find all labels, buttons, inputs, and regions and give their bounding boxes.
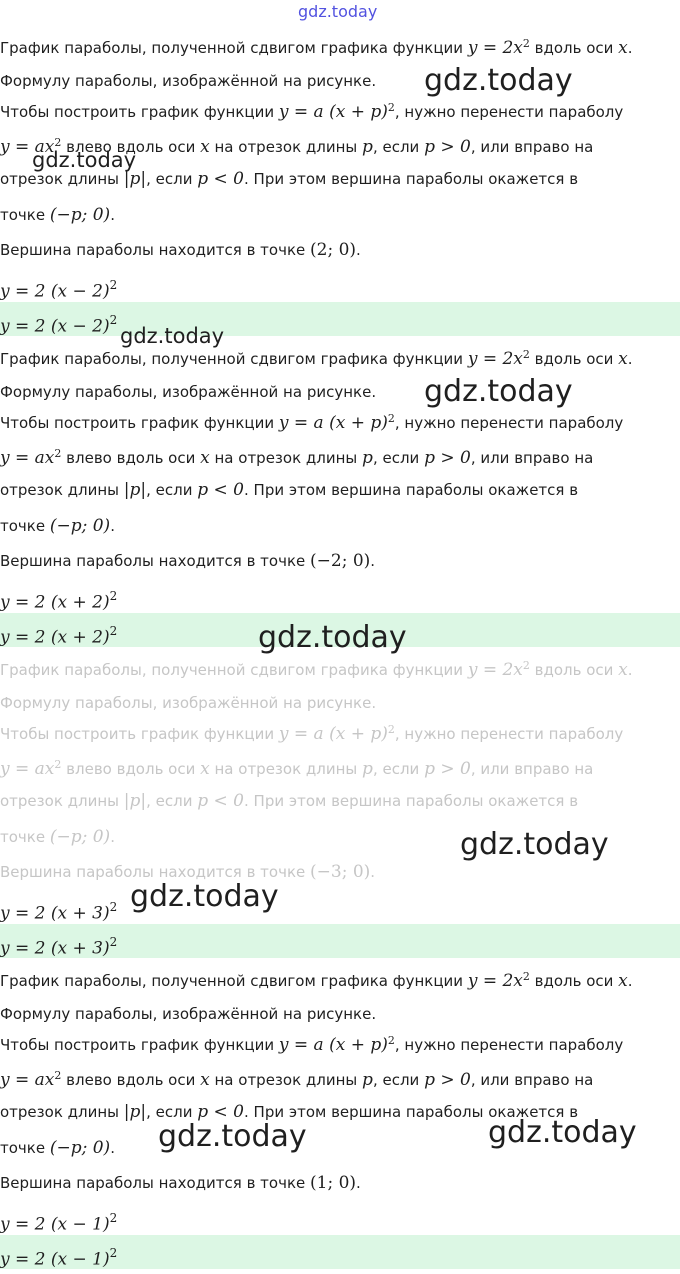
equation-text: y = 2 (x + 3) <box>0 903 110 924</box>
move-text3: , если <box>372 1071 425 1089</box>
move-text4: , или вправо на <box>470 1071 594 1089</box>
intro-axis: x <box>618 660 628 680</box>
equation-line <box>0 1203 117 1233</box>
seg-abs: |p| <box>123 480 147 500</box>
move-math: y = ax <box>0 759 55 779</box>
formula-text: Формулу параболы, изображённой на рисунке. <box>0 383 377 401</box>
move-axis: x <box>200 759 210 779</box>
seg-text3: . При этом вершина параболы окажется в <box>244 1103 579 1121</box>
point-end: . <box>110 206 115 224</box>
equation-line <box>0 581 117 611</box>
seg-text3: . При этом вершина параболы окажется в <box>244 170 579 188</box>
formula-line <box>0 63 680 98</box>
answer-text: y = 2 (x + 2) <box>0 627 110 648</box>
move-cond: p > 0 <box>424 1070 471 1090</box>
shift-math: y = a (x + p) <box>278 1035 388 1055</box>
vertex-value: (2; 0) <box>310 240 357 260</box>
shift-line <box>0 93 680 123</box>
move-exp: 2 <box>54 758 62 771</box>
intro-line <box>0 29 680 59</box>
intro-line <box>0 962 680 992</box>
answer-exp: 2 <box>109 313 118 327</box>
seg-text: отрезок длины <box>0 170 124 188</box>
intro-exp: 2 <box>522 348 530 361</box>
equation-line <box>0 270 117 300</box>
answer-text: y = 2 (x − 1) <box>0 1249 110 1270</box>
intro-math: y = 2x <box>467 660 523 680</box>
intro-end: . <box>627 350 633 368</box>
intro-text: График параболы, полученной сдвигом графика функции <box>0 972 468 990</box>
vertex-text: Вершина параболы находится в точке <box>0 863 311 881</box>
move-axis: x <box>200 448 210 468</box>
shift-math: y = a (x + p) <box>278 724 388 744</box>
move-text4: , или вправо на <box>470 760 594 778</box>
point-text: точке <box>0 517 50 535</box>
intro-axis: x <box>618 971 628 991</box>
equation-line <box>0 892 117 922</box>
move-text2: на отрезок длины <box>209 1071 363 1089</box>
watermark: gdz.today <box>424 374 573 409</box>
move-text: влево вдоль оси <box>61 138 201 156</box>
seg-text2: , если <box>146 170 198 188</box>
shift-math: y = a (x + p) <box>278 413 388 433</box>
equation-text: y = 2 (x − 2) <box>0 281 110 302</box>
intro-end: . <box>627 661 633 679</box>
shift-math: y = a (x + p) <box>278 102 388 122</box>
shift-text: Чтобы построить график функции <box>0 414 279 432</box>
point-math: (−p; 0) <box>49 516 111 536</box>
equation-exp: 2 <box>109 900 118 914</box>
intro-text: График параболы, полученной сдвигом графика функции <box>0 661 468 679</box>
seg-text: отрезок длины <box>0 481 124 499</box>
seg-text: отрезок длины <box>0 792 124 810</box>
equation-exp: 2 <box>109 589 118 603</box>
watermark: gdz.today <box>120 324 225 348</box>
intro-line <box>0 340 680 370</box>
shift-exp: 2 <box>387 101 395 114</box>
segment-line <box>0 475 680 505</box>
equation-text: y = 2 (x − 1) <box>0 1214 110 1235</box>
seg-abs: |p| <box>123 169 147 189</box>
move-exp: 2 <box>54 136 62 149</box>
watermark: gdz.today <box>460 827 609 862</box>
shift-line <box>0 1026 680 1056</box>
point-end: . <box>110 828 115 846</box>
move-axis: x <box>200 137 210 157</box>
intro-line <box>0 651 680 681</box>
equation-exp: 2 <box>109 278 118 292</box>
answer-equation <box>0 616 117 646</box>
intro-end: . <box>627 39 633 57</box>
shift-exp: 2 <box>387 412 395 425</box>
answer-equation <box>0 927 117 957</box>
move-text3: , если <box>372 760 425 778</box>
vertex-text: Вершина параболы находится в точке <box>0 1174 311 1192</box>
intro-exp: 2 <box>522 37 530 50</box>
shift-text: Чтобы построить график функции <box>0 1036 279 1054</box>
vertex-line: Вершина параболы находится в точке (2; 0). <box>0 240 361 260</box>
answer-text: y = 2 (x − 2) <box>0 316 110 337</box>
seg-text3: . При этом вершина параболы окажется в <box>244 481 579 499</box>
move-math: y = ax <box>0 1070 55 1090</box>
shift-tail: , нужно перенести параболу <box>394 1036 624 1054</box>
seg-abs: |p| <box>123 791 147 811</box>
intro-text: График параболы, полученной сдвигом графика функции <box>0 350 468 368</box>
shift-tail: , нужно перенести параболу <box>394 414 624 432</box>
formula-line <box>0 374 680 409</box>
watermark: gdz.today <box>158 1119 307 1154</box>
seg-text2: , если <box>146 481 198 499</box>
seg-cond: p < 0 <box>197 791 244 811</box>
move-cond: p > 0 <box>424 448 471 468</box>
move-cond: p > 0 <box>424 137 471 157</box>
watermark: gdz.today <box>32 148 137 172</box>
point-line <box>0 200 680 230</box>
move-text2: на отрезок длины <box>209 449 363 467</box>
point-end: . <box>110 517 115 535</box>
watermark: gdz.today <box>130 879 279 914</box>
vertex-line: Вершина параболы находится в точке (−2; 0). <box>0 551 376 571</box>
seg-text2: , если <box>146 1103 198 1121</box>
seg-cond: p < 0 <box>197 1102 244 1122</box>
move-p: p <box>362 137 373 157</box>
answer-equation <box>0 1238 117 1268</box>
intro-math: y = 2x <box>467 38 523 58</box>
move-text4: , или вправо на <box>470 138 594 156</box>
point-math: (−p; 0) <box>49 1138 111 1158</box>
move-text: влево вдоль оси <box>61 449 201 467</box>
formula-text: Формулу параболы, изображённой на рисунке. <box>0 694 377 712</box>
move-p: p <box>362 1070 373 1090</box>
equation-text: y = 2 (x + 2) <box>0 592 110 613</box>
seg-text2: , если <box>146 792 198 810</box>
answer-text: y = 2 (x + 3) <box>0 938 110 959</box>
formula-text: Формулу параболы, изображённой на рисунке. <box>0 1005 377 1023</box>
formula-line <box>0 688 680 718</box>
intro-tail: вдоль оси <box>529 350 619 368</box>
intro-tail: вдоль оси <box>529 661 619 679</box>
shift-line <box>0 715 680 745</box>
intro-math: y = 2x <box>467 971 523 991</box>
formula-text: Формулу параболы, изображённой на рисунке. <box>0 72 377 90</box>
watermark: gdz.today <box>488 1115 637 1150</box>
watermark: gdz.today <box>258 620 407 655</box>
move-text3: , если <box>372 449 425 467</box>
move-p: p <box>362 448 373 468</box>
seg-text: отрезок длины <box>0 1103 124 1121</box>
move-cond: p > 0 <box>424 759 471 779</box>
move-text: влево вдоль оси <box>61 760 201 778</box>
intro-axis: x <box>618 38 628 58</box>
move-line <box>0 750 680 780</box>
intro-math: y = 2x <box>467 349 523 369</box>
vertex-line: Вершина параболы находится в точке (1; 0). <box>0 1173 361 1193</box>
watermark: gdz.today <box>298 2 378 21</box>
intro-text: График параболы, полученной сдвигом графика функции <box>0 39 468 57</box>
intro-end: . <box>627 972 633 990</box>
vertex-text: Вершина параболы находится в точке <box>0 241 311 259</box>
shift-text: Чтобы построить график функции <box>0 103 279 121</box>
move-text2: на отрезок длины <box>209 760 363 778</box>
intro-exp: 2 <box>522 970 530 983</box>
move-exp: 2 <box>54 1069 62 1082</box>
move-line <box>0 1061 680 1091</box>
formula-line <box>0 999 680 1029</box>
vertex-line: Вершина параболы находится в точке (−3; 0). <box>0 862 376 882</box>
intro-tail: вдоль оси <box>529 972 619 990</box>
point-text: точке <box>0 828 50 846</box>
shift-text: Чтобы построить график функции <box>0 725 279 743</box>
equation-exp: 2 <box>109 1211 118 1225</box>
shift-tail: , нужно перенести параболу <box>394 103 624 121</box>
seg-abs: |p| <box>123 1102 147 1122</box>
vertex-value: (−3; 0) <box>310 862 371 882</box>
watermark: gdz.today <box>424 63 573 98</box>
point-text: точке <box>0 206 50 224</box>
move-math: y = ax <box>0 137 55 157</box>
point-math: (−p; 0) <box>49 205 111 225</box>
answer-equation <box>0 305 117 335</box>
move-exp: 2 <box>54 447 62 460</box>
shift-exp: 2 <box>387 1034 395 1047</box>
vertex-value: (1; 0) <box>310 1173 357 1193</box>
answer-exp: 2 <box>109 624 118 638</box>
shift-exp: 2 <box>387 723 395 736</box>
vertex-value: (−2; 0) <box>310 551 371 571</box>
point-text: точке <box>0 1139 50 1157</box>
move-text2: на отрезок длины <box>209 138 363 156</box>
shift-tail: , нужно перенести параболу <box>394 725 624 743</box>
move-text3: , если <box>372 138 425 156</box>
answer-exp: 2 <box>109 1246 118 1260</box>
point-line <box>0 511 680 541</box>
point-end: . <box>110 1139 115 1157</box>
move-line <box>0 439 680 469</box>
intro-exp: 2 <box>522 659 530 672</box>
shift-line <box>0 404 680 434</box>
intro-tail: вдоль оси <box>529 39 619 57</box>
seg-cond: p < 0 <box>197 480 244 500</box>
segment-line <box>0 786 680 816</box>
move-text: влево вдоль оси <box>61 1071 201 1089</box>
move-text4: , или вправо на <box>470 449 594 467</box>
vertex-text: Вершина параболы находится в точке <box>0 552 311 570</box>
move-p: p <box>362 759 373 779</box>
point-math: (−p; 0) <box>49 827 111 847</box>
move-math: y = ax <box>0 448 55 468</box>
move-axis: x <box>200 1070 210 1090</box>
seg-cond: p < 0 <box>197 169 244 189</box>
intro-axis: x <box>618 349 628 369</box>
answer-exp: 2 <box>109 935 118 949</box>
seg-text3: . При этом вершина параболы окажется в <box>244 792 579 810</box>
